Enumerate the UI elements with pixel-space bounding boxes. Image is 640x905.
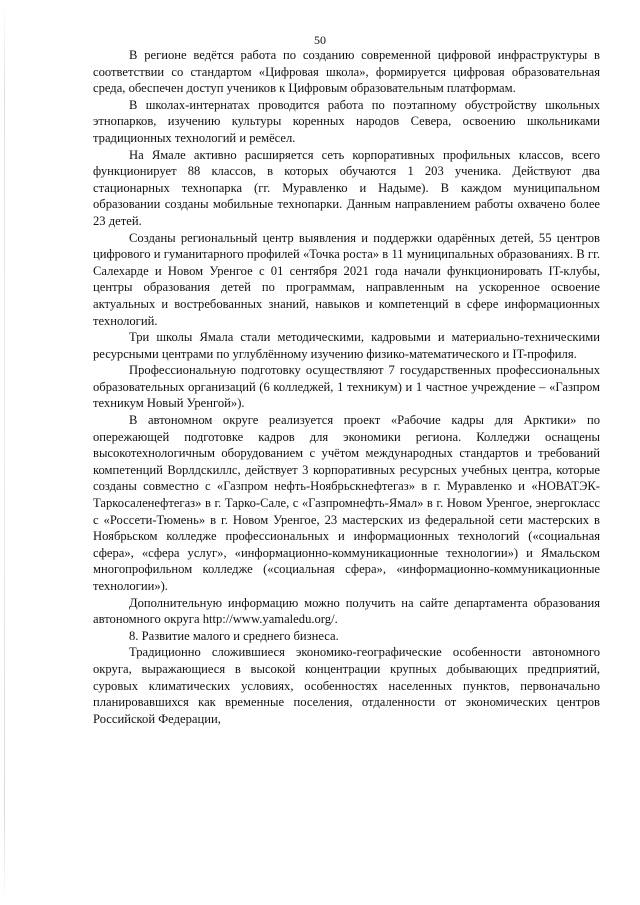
paragraph-more-info: Дополнительную информацию можно получить на сайте департамента образования автономного округа http://www.yamaledu.org/. bbox=[93, 595, 600, 627]
paragraph-vocational-training: Профессиональную подготовку осуществляют 7 государственных профессиональных образовательных организаций (6 колледжей, 1 техникум) и 1 частное учреждение – «Газпром техникум Новый Уренгой»). bbox=[93, 363, 600, 411]
paragraph-digital-school: В регионе ведётся работа по созданию современной цифровой инфраструктуры в соответствии со стандартом «Цифровая школа», формируется цифровая образовательная среда, обеспечен доступ учеников к Цифровым образовательным платформам. bbox=[93, 48, 600, 96]
paragraph-arctic-personnel: В автономном округе реализуется проект «Рабочие кадры для Арктики» по опережающей подготовке кадров для экономики региона. Колледжи оснащены высокотехнологичным оборудованием с учётом международных стандартов и требований компетенций Ворлдскиллс, действует 3 корпоративных ресурсных учебных центра, которые созданы совместно с «Газпром нефть-Ноябрьскнефтегаз» в г. Муравленко и «НОВАТЭК-Таркосаленефтегаз» в г. Тарко-Сале, с «Газпромнефть-Ямал» в г. Новом Уренгое, энергокласс с «Россети-Тюмень» в г. Новом Уренгое, 23 мастерских из федеральной сети мастерских в Ноябрьском колледже профессиональных и информационных технологий («социальная сфера», «сфера услуг», «информационно-коммуникационные технологии») и Ямальском многопрофильном колледже («социальная сфера», «информационно-коммуникационные технологии»). bbox=[93, 413, 600, 593]
paragraph-geographic-features: Традиционно сложившиеся экономико-географические особенности автономного округа, выражающиеся в высокой концентрации крупных добывающих предприятий, суровых климатических условиях, особенностях населенных пунктов, первоначально планировавшихся как временные поселения, отдаленности от экономических центров Российской Федерации, bbox=[93, 645, 600, 726]
scan-edge-shadow bbox=[4, 0, 5, 905]
paragraph-profile-classes: На Ямале активно расширяется сеть корпоративных профильных классов, всего функционирует 88 классов, в которых обучаются 1 203 ученика. Действуют два стационарных технопарка (гг. Муравленко и Надыме). В каждом муниципальном образовании созданы мобильные технопарки. Данным направлением работы охвачено более 23 детей. bbox=[93, 147, 600, 228]
page-number: 50 bbox=[314, 33, 326, 47]
paragraph-resource-schools: Три школы Ямала стали методическими, кадровыми и материально-техническими ресурсными центрами по углублённому изучению физико-математического и IT-профиля. bbox=[93, 330, 600, 361]
paragraph-boarding-schools: В школах-интернатах проводится работа по поэтапному обустройству школьных этнопарков, изучению культуры коренных народов Севера, освоению школьниками традиционных технологий и ремёсел. bbox=[93, 97, 600, 145]
section-heading-small-business: 8. Развитие малого и среднего бизнеса. bbox=[129, 628, 339, 643]
paragraph-gifted-children: Созданы региональный центр выявления и поддержки одарённых детей, 55 центров цифрового и гуманитарного профилей «Точка роста» в 11 муниципальных образованиях. В гг. Салехарде и Новом Уренгое с 01 сентября 2021 года начали функционировать IT-клубы, центры образования детей по программам, направленным на ускоренное освоение актуальных и востребованных знаний, навыков и компетенций в сфере информационных технологий. bbox=[93, 230, 600, 328]
body-text bbox=[93, 47, 600, 727]
